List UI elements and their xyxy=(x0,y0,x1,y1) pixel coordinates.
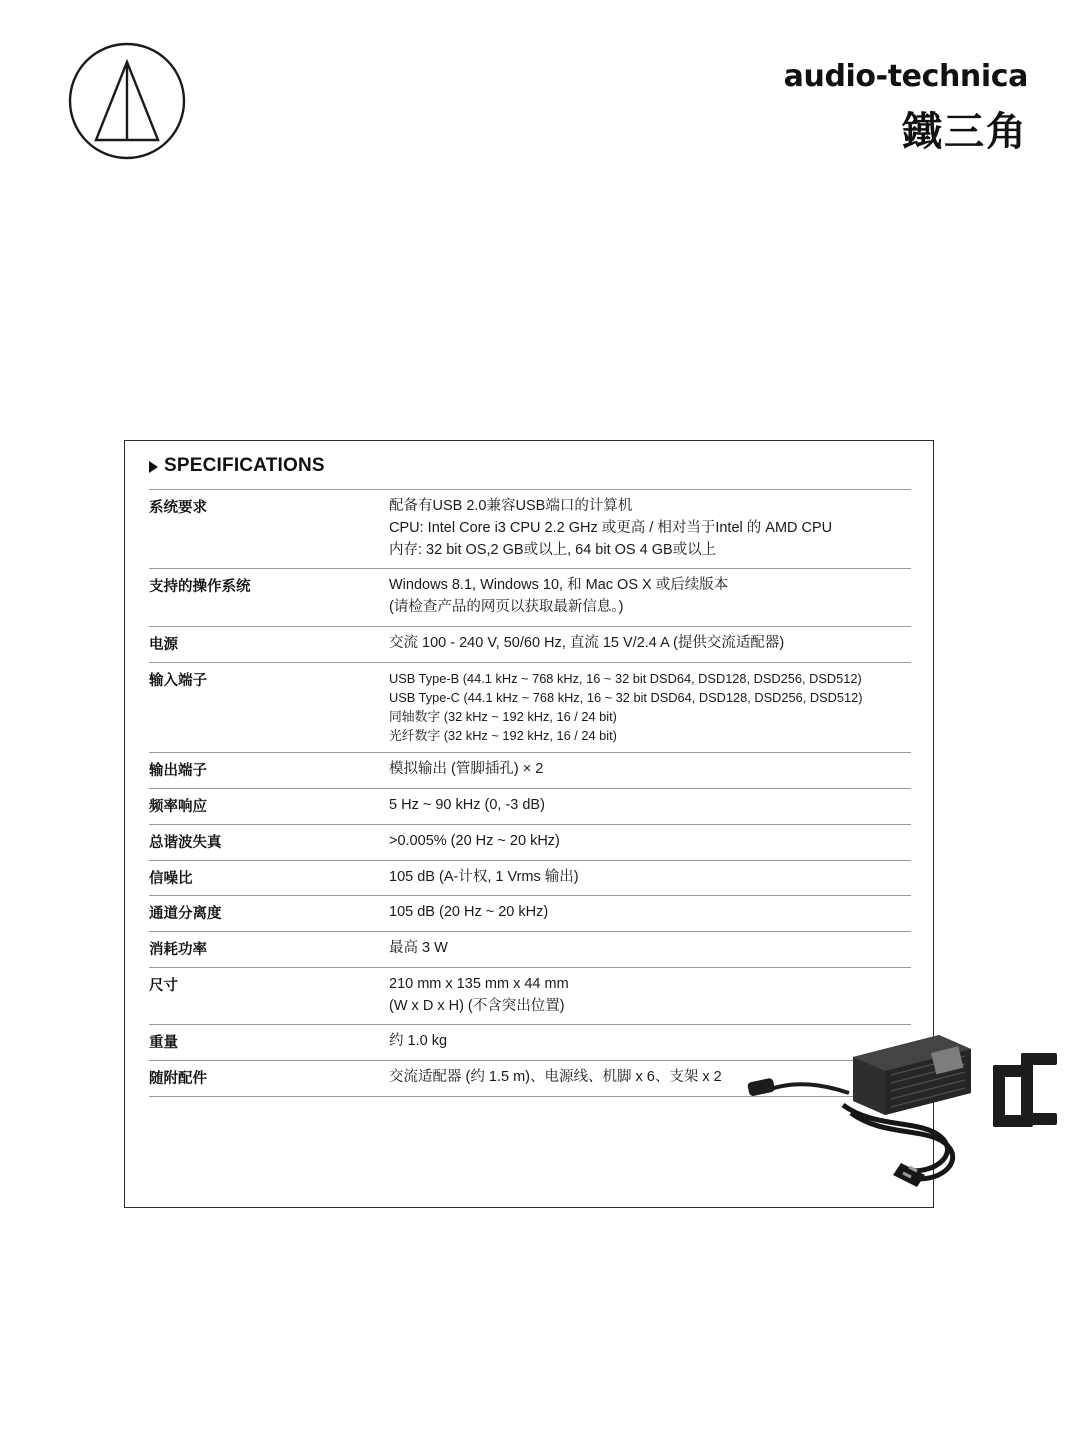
spec-value-line: 5 Hz ~ 90 kHz (0, -3 dB) xyxy=(389,797,545,813)
spec-value-line: Windows 8.1, Windows 10, 和 Mac OS X 或后续版本 xyxy=(389,577,729,594)
spec-row-value xyxy=(389,789,911,825)
spec-row xyxy=(149,824,911,860)
spec-row-value xyxy=(389,626,911,662)
spec-value-line: USB Type-C (44.1 kHz ~ 768 kHz, 16 ~ 32 bit DSD64, DSD128, DSD256, DSD512) xyxy=(389,689,863,705)
spec-value-line: 210 mm x 135 mm x 44 mm xyxy=(389,975,569,992)
spec-row-value xyxy=(389,662,911,753)
spec-row xyxy=(149,569,911,627)
spec-row-key: 频率响应 xyxy=(149,789,389,825)
spec-row-value xyxy=(389,932,911,968)
spec-value-line: USB Type-B (44.1 kHz ~ 768 kHz, 16 ~ 32 bit DSD64, DSD128, DSD256, DSD512) xyxy=(389,670,862,686)
spec-row-value xyxy=(389,824,911,860)
brand-block xyxy=(783,59,1028,155)
brand-cjk-name: 鐵三角 xyxy=(902,109,1028,155)
spec-value-line: 交流适配器 (约 1.5 m)、电源线、机脚 x 6、支架 x 2 xyxy=(389,1069,722,1085)
spec-row-key: 重量 xyxy=(149,1025,389,1061)
spec-row xyxy=(149,662,911,753)
spec-row-key: 消耗功率 xyxy=(149,932,389,968)
spec-row-key: 输入端子 xyxy=(149,662,389,753)
spec-row xyxy=(149,753,911,789)
accessories-photo xyxy=(725,1001,1065,1201)
spec-row-value xyxy=(389,753,911,789)
spec-value-line: 配备有USB 2.0兼容USB端口的计算机 xyxy=(389,498,633,514)
spec-value-line: 约 1.0 kg xyxy=(389,1033,448,1050)
spec-row-value xyxy=(389,490,911,569)
spec-row xyxy=(149,490,911,569)
specifications-heading xyxy=(149,455,325,477)
spec-value-line: (请检查产品的网页以获取最新信息。) xyxy=(389,599,624,615)
spec-value-line: CPU: Intel Core i3 CPU 2.2 GHz 或更高 / 相对当于Intel 的 AMD CPU xyxy=(389,519,833,536)
brand-wordmark: audio-technica xyxy=(783,59,1028,94)
spec-row-value xyxy=(389,860,911,896)
spec-value-line: 同轴数字 (32 kHz ~ 192 kHz, 16 / 24 bit) xyxy=(389,708,617,724)
specifications-heading-label: SPECIFICATIONS xyxy=(164,455,325,476)
triangle-right-icon xyxy=(149,461,158,473)
spec-value-line: 内存: 32 bit OS,2 GB或以上, 64 bit OS 4 GB或以上 xyxy=(389,541,717,558)
spec-row-key: 随附配件 xyxy=(149,1061,389,1097)
spec-row-key: 支持的操作系统 xyxy=(149,569,389,627)
spec-row-key: 系统要求 xyxy=(149,490,389,569)
specifications-panel xyxy=(124,440,934,1208)
spec-value-line: 105 dB (A-计权, 1 Vrms 输出) xyxy=(389,868,579,885)
spec-row-key: 信噪比 xyxy=(149,860,389,896)
spec-value-line: 模拟输出 (管脚插孔) × 2 xyxy=(389,761,544,778)
spec-row-value xyxy=(389,569,911,627)
spec-value-line: 105 dB (20 Hz ~ 20 kHz) xyxy=(389,904,549,921)
spec-row xyxy=(149,789,911,825)
spec-value-line: (W x D x H) (不含突出位置) xyxy=(389,997,565,1014)
spec-row-key: 总谐波失真 xyxy=(149,824,389,860)
spec-row-value xyxy=(389,896,911,932)
spec-row-key: 电源 xyxy=(149,626,389,662)
spec-value-line: >0.005% (20 Hz ~ 20 kHz) xyxy=(389,832,560,849)
spec-row xyxy=(149,932,911,968)
spec-row xyxy=(149,860,911,896)
audio-technica-circle-logo-icon xyxy=(68,42,186,160)
spec-value-line: 交流 100 - 240 V, 50/60 Hz, 直流 15 V/2.4 A (提供交流适配器) xyxy=(389,634,785,651)
spec-value-line: 最高 3 W xyxy=(389,940,448,956)
spec-value-line: 光纤数字 (32 kHz ~ 192 kHz, 16 / 24 bit) xyxy=(389,728,617,744)
spec-row xyxy=(149,626,911,662)
spec-row-key: 输出端子 xyxy=(149,753,389,789)
spec-row-key: 尺寸 xyxy=(149,967,389,1025)
spec-row xyxy=(149,896,911,932)
spec-row-key: 通道分离度 xyxy=(149,896,389,932)
